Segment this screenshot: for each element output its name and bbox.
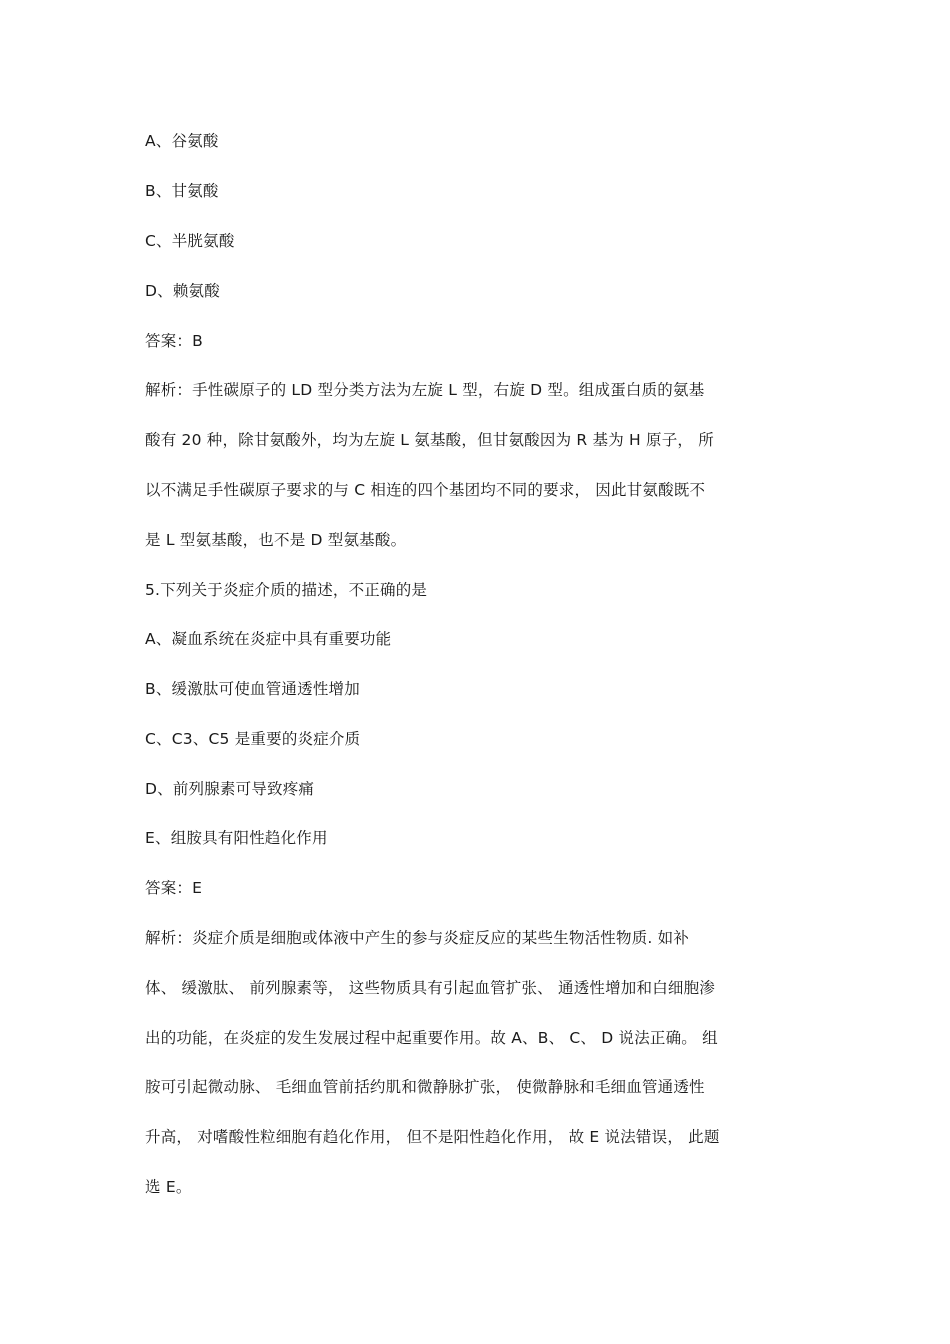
option-b: B、缓激肽可使血管通透性增加 (145, 680, 360, 698)
analysis-line: 解析：手性碳原子的 LD 型分类方法为左旋 L 型，右旋 D 型。组成蛋白质的氨基 (145, 381, 705, 399)
analysis-line: 胺可引起微动脉、 毛细血管前括约肌和微静脉扩张， 使微静脉和毛细血管通透性 (145, 1078, 705, 1096)
option-e: E、组胺具有阳性趋化作用 (145, 829, 328, 847)
question-title: 5.下列关于炎症介质的描述，不正确的是 (145, 581, 428, 599)
answer: 答案：E (145, 879, 203, 897)
analysis-line: 酸有 20 种，除甘氨酸外，均为左旋 L 氨基酸，但甘氨酸因为 R 基为 H 原子， 所 (145, 431, 714, 449)
option-c: C、半胱氨酸 (145, 232, 235, 250)
option-c: C、C3、C5 是重要的炎症介质 (145, 730, 361, 748)
analysis-line: 选 E。 (145, 1178, 192, 1196)
option-d: D、前列腺素可导致疼痛 (145, 780, 315, 798)
analysis-line: 出的功能，在炎症的发生发展过程中起重要作用。故 A、B、 C、 D 说法正确。 组 (145, 1029, 718, 1047)
analysis-line: 升高， 对嗜酸性粒细胞有趋化作用， 但不是阳性趋化作用， 故 E 说法错误， 此题 (145, 1128, 720, 1146)
analysis-line: 体、 缓激肽、 前列腺素等， 这些物质具有引起血管扩张、 通透性增加和白细胞渗 (145, 979, 716, 997)
analysis-line: 是 L 型氨基酸，也不是 D 型氨基酸。 (145, 531, 407, 549)
option-a: A、凝血系统在炎症中具有重要功能 (145, 630, 392, 648)
analysis-line: 以不满足手性碳原子要求的与 C 相连的四个基团均不同的要求， 因此甘氨酸既不 (145, 481, 706, 499)
option-a: A、谷氨酸 (145, 132, 219, 150)
analysis-line: 解析：炎症介质是细胞或体液中产生的参与炎症反应的某些生物活性物质. 如补 (145, 929, 690, 947)
answer: 答案：B (145, 332, 203, 350)
option-d: D、赖氨酸 (145, 282, 220, 300)
option-b: B、甘氨酸 (145, 182, 219, 200)
